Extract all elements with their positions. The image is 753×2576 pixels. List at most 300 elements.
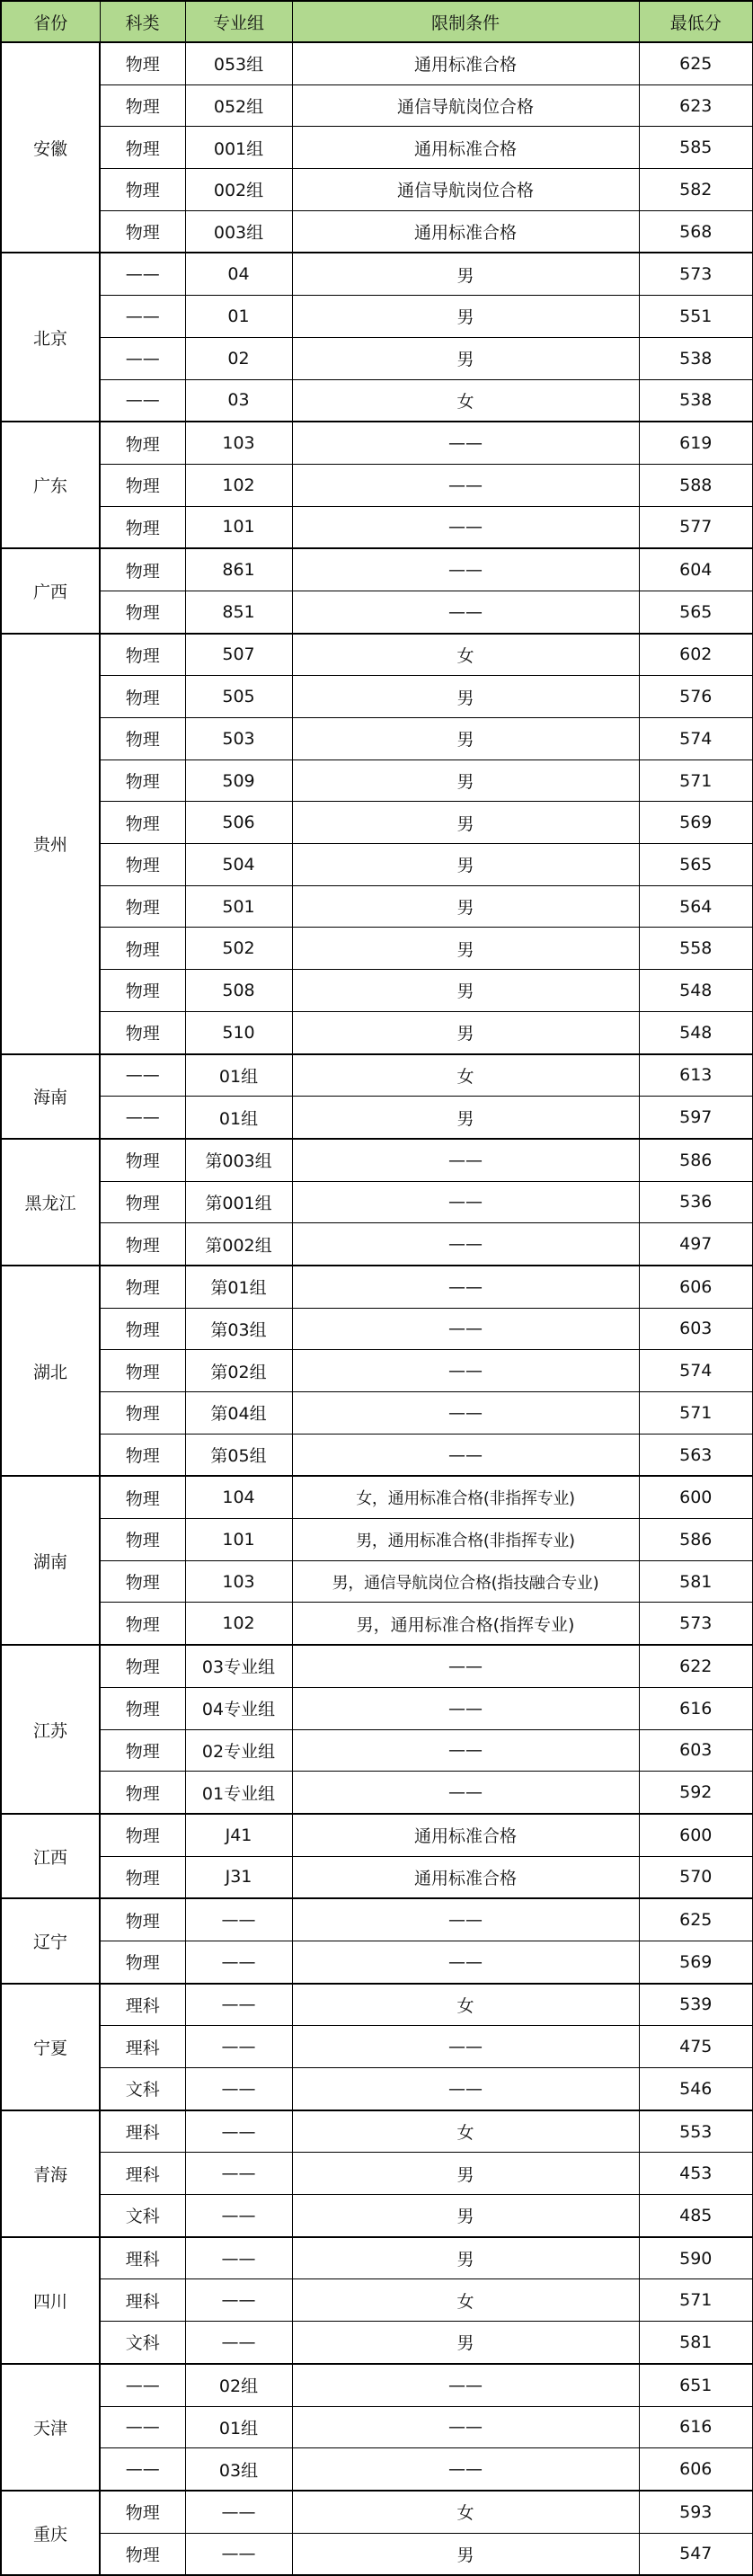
- province-cell: 宁夏: [1, 1984, 100, 2110]
- condition-cell: 通用标准合格: [292, 1856, 639, 1898]
- min-score-cell: 603: [639, 1729, 753, 1772]
- major-group-cell: 第001组: [185, 1181, 292, 1223]
- condition-cell: ——: [292, 1139, 639, 1181]
- condition-cell: ——: [292, 1350, 639, 1392]
- table-row: [1, 1603, 753, 1645]
- major-group-cell: 102: [185, 1603, 292, 1645]
- min-score-cell: 569: [639, 802, 753, 844]
- province-cell: 江苏: [1, 1645, 100, 1814]
- table-row: [1, 2533, 753, 2575]
- category-cell: 物理: [100, 676, 185, 718]
- category-cell: 理科: [100, 2026, 185, 2068]
- table-row: [1, 844, 753, 886]
- min-score-cell: 570: [639, 1856, 753, 1898]
- min-score-cell: 625: [639, 42, 753, 84]
- major-group-cell: 02专业组: [185, 1729, 292, 1772]
- category-cell: 文科: [100, 2195, 185, 2237]
- min-score-cell: 582: [639, 169, 753, 211]
- province-cell: 江西: [1, 1814, 100, 1898]
- min-score-cell: 574: [639, 1350, 753, 1392]
- min-score-cell: 616: [639, 2406, 753, 2448]
- min-score-cell: 606: [639, 1266, 753, 1308]
- major-group-cell: 002组: [185, 169, 292, 211]
- condition-cell: 女: [292, 634, 639, 676]
- major-group-cell: 第01组: [185, 1266, 292, 1308]
- major-group-cell: 001组: [185, 127, 292, 169]
- major-group-cell: 第002组: [185, 1223, 292, 1266]
- condition-cell: 男: [292, 928, 639, 970]
- condition-cell: 男，通用标准合格(非指挥专业): [292, 1519, 639, 1561]
- major-group-cell: 102: [185, 464, 292, 506]
- table-row: [1, 1687, 753, 1729]
- min-score-cell: 576: [639, 676, 753, 718]
- table-row: [1, 2448, 753, 2491]
- min-score-cell: 616: [639, 1687, 753, 1729]
- province-cell: 北京: [1, 253, 100, 422]
- table-row: [1, 1266, 753, 1308]
- min-score-cell: 571: [639, 2279, 753, 2322]
- major-group-cell: 02: [185, 337, 292, 379]
- table-row: [1, 676, 753, 718]
- category-cell: 物理: [100, 548, 185, 591]
- category-cell: 物理: [100, 1308, 185, 1350]
- min-score-cell: 547: [639, 2533, 753, 2575]
- category-cell: 物理: [100, 1434, 185, 1476]
- category-cell: 物理: [100, 1814, 185, 1856]
- major-group-cell: 861: [185, 548, 292, 591]
- min-score-cell: 581: [639, 1560, 753, 1603]
- condition-cell: 男: [292, 970, 639, 1012]
- category-cell: 物理: [100, 1941, 185, 1983]
- min-score-cell: 593: [639, 2491, 753, 2533]
- min-score-cell: 581: [639, 2322, 753, 2364]
- category-cell: 文科: [100, 2322, 185, 2364]
- category-cell: 物理: [100, 885, 185, 928]
- table-row: [1, 970, 753, 1012]
- table-row: [1, 127, 753, 169]
- major-group-cell: 053组: [185, 42, 292, 84]
- category-cell: 物理: [100, 1687, 185, 1729]
- major-group-cell: 502: [185, 928, 292, 970]
- table-row: [1, 169, 753, 211]
- category-cell: 物理: [100, 1139, 185, 1181]
- major-group-cell: 第02组: [185, 1350, 292, 1392]
- category-cell: 物理: [100, 718, 185, 760]
- category-cell: 物理: [100, 844, 185, 886]
- condition-cell: 女: [292, 379, 639, 422]
- table-row: [1, 759, 753, 802]
- category-cell: 物理: [100, 591, 185, 633]
- major-group-cell: 003组: [185, 210, 292, 253]
- major-group-cell: 501: [185, 885, 292, 928]
- condition-cell: ——: [292, 1898, 639, 1941]
- condition-cell: ——: [292, 2026, 639, 2068]
- category-cell: 物理: [100, 1476, 185, 1518]
- condition-cell: ——: [292, 1392, 639, 1435]
- header-province: 省份: [1, 1, 100, 42]
- condition-cell: 通用标准合格: [292, 1814, 639, 1856]
- table-row: [1, 718, 753, 760]
- min-score-cell: 604: [639, 548, 753, 591]
- table-row: [1, 2406, 753, 2448]
- table-row: [1, 2491, 753, 2533]
- table-row: [1, 591, 753, 633]
- table-row: [1, 1772, 753, 1814]
- province-cell: 广东: [1, 422, 100, 548]
- min-score-cell: 539: [639, 1984, 753, 2026]
- table-row: [1, 2068, 753, 2110]
- category-cell: 物理: [100, 1011, 185, 1053]
- condition-cell: 女: [292, 2279, 639, 2322]
- table-row: [1, 210, 753, 253]
- condition-cell: 男: [292, 2237, 639, 2279]
- category-cell: 物理: [100, 422, 185, 464]
- condition-cell: ——: [292, 464, 639, 506]
- min-score-cell: 558: [639, 928, 753, 970]
- condition-cell: ——: [292, 2448, 639, 2491]
- major-group-cell: ——: [185, 2068, 292, 2110]
- major-group-cell: J31: [185, 1856, 292, 1898]
- min-score-cell: 623: [639, 84, 753, 127]
- min-score-cell: 590: [639, 2237, 753, 2279]
- min-score-cell: 585: [639, 127, 753, 169]
- table-row: [1, 2322, 753, 2364]
- major-group-cell: ——: [185, 2153, 292, 2195]
- condition-cell: 男: [292, 1097, 639, 1139]
- major-group-cell: 851: [185, 591, 292, 633]
- table-row: [1, 548, 753, 591]
- province-cell: 海南: [1, 1054, 100, 1139]
- condition-cell: ——: [292, 506, 639, 548]
- min-score-cell: 553: [639, 2110, 753, 2153]
- major-group-cell: ——: [185, 2195, 292, 2237]
- province-cell: 湖南: [1, 1476, 100, 1645]
- category-cell: ——: [100, 1097, 185, 1139]
- min-score-cell: 568: [639, 210, 753, 253]
- category-cell: ——: [100, 253, 185, 295]
- category-cell: 物理: [100, 1560, 185, 1603]
- major-group-cell: 103: [185, 1560, 292, 1603]
- category-cell: ——: [100, 2406, 185, 2448]
- condition-cell: 男: [292, 802, 639, 844]
- min-score-cell: 625: [639, 1898, 753, 1941]
- province-cell: 湖北: [1, 1266, 100, 1476]
- major-group-cell: 04专业组: [185, 1687, 292, 1729]
- condition-cell: ——: [292, 591, 639, 633]
- category-cell: 物理: [100, 127, 185, 169]
- table-row: [1, 1645, 753, 1687]
- table-row: [1, 1308, 753, 1350]
- category-cell: 理科: [100, 2153, 185, 2195]
- category-cell: 物理: [100, 2533, 185, 2575]
- condition-cell: 女: [292, 2110, 639, 2153]
- major-group-cell: 505: [185, 676, 292, 718]
- major-group-cell: ——: [185, 2279, 292, 2322]
- min-score-cell: 538: [639, 379, 753, 422]
- condition-cell: ——: [292, 2364, 639, 2406]
- category-cell: ——: [100, 2364, 185, 2406]
- category-cell: 物理: [100, 1392, 185, 1435]
- min-score-cell: 548: [639, 1011, 753, 1053]
- category-cell: 物理: [100, 802, 185, 844]
- major-group-cell: ——: [185, 1898, 292, 1941]
- min-score-cell: 564: [639, 885, 753, 928]
- table-row: [1, 885, 753, 928]
- province-cell: 重庆: [1, 2491, 100, 2575]
- major-group-cell: 509: [185, 759, 292, 802]
- condition-cell: 男: [292, 296, 639, 338]
- min-score-cell: 574: [639, 718, 753, 760]
- condition-cell: 男: [292, 2153, 639, 2195]
- min-score-cell: 475: [639, 2026, 753, 2068]
- category-cell: 物理: [100, 464, 185, 506]
- table-row: [1, 337, 753, 379]
- category-cell: 物理: [100, 759, 185, 802]
- min-score-cell: 573: [639, 1603, 753, 1645]
- category-cell: 物理: [100, 210, 185, 253]
- min-score-cell: 622: [639, 1645, 753, 1687]
- condition-cell: 男: [292, 337, 639, 379]
- min-score-cell: 586: [639, 1139, 753, 1181]
- condition-cell: 男: [292, 759, 639, 802]
- table-row: [1, 1350, 753, 1392]
- condition-cell: 通信导航岗位合格: [292, 84, 639, 127]
- major-group-cell: 01组: [185, 2406, 292, 2448]
- condition-cell: 通信导航岗位合格: [292, 169, 639, 211]
- category-cell: 物理: [100, 1898, 185, 1941]
- major-group-cell: 02组: [185, 2364, 292, 2406]
- major-group-cell: 04: [185, 253, 292, 295]
- category-cell: 文科: [100, 2068, 185, 2110]
- min-score-cell: 565: [639, 844, 753, 886]
- category-cell: 物理: [100, 2491, 185, 2533]
- header-condition: 限制条件: [292, 1, 639, 42]
- major-group-cell: 第04组: [185, 1392, 292, 1435]
- province-cell: 广西: [1, 548, 100, 633]
- condition-cell: 通用标准合格: [292, 210, 639, 253]
- table-row: [1, 1139, 753, 1181]
- min-score-cell: 573: [639, 253, 753, 295]
- condition-cell: 男: [292, 676, 639, 718]
- min-score-cell: 603: [639, 1308, 753, 1350]
- major-group-cell: ——: [185, 2533, 292, 2575]
- min-score-cell: 600: [639, 1814, 753, 1856]
- condition-cell: ——: [292, 1308, 639, 1350]
- min-score-cell: 453: [639, 2153, 753, 2195]
- min-score-cell: 536: [639, 1181, 753, 1223]
- major-group-cell: 101: [185, 1519, 292, 1561]
- table-row: [1, 1434, 753, 1476]
- table-row: [1, 1054, 753, 1097]
- table-row: [1, 296, 753, 338]
- table-row: [1, 1984, 753, 2026]
- major-group-cell: 03专业组: [185, 1645, 292, 1687]
- table-row: [1, 2110, 753, 2153]
- min-score-cell: 485: [639, 2195, 753, 2237]
- condition-cell: 男: [292, 253, 639, 295]
- condition-cell: ——: [292, 2406, 639, 2448]
- category-cell: 物理: [100, 1181, 185, 1223]
- min-score-cell: 569: [639, 1941, 753, 1983]
- category-cell: 物理: [100, 1729, 185, 1772]
- condition-cell: 男，通信导航岗位合格(指技融合专业): [292, 1560, 639, 1603]
- min-score-cell: 538: [639, 337, 753, 379]
- major-group-cell: 101: [185, 506, 292, 548]
- major-group-cell: ——: [185, 2491, 292, 2533]
- table-row: [1, 506, 753, 548]
- header-category: 科类: [100, 1, 185, 42]
- condition-cell: 通用标准合格: [292, 42, 639, 84]
- major-group-cell: 第05组: [185, 1434, 292, 1476]
- category-cell: 物理: [100, 169, 185, 211]
- major-group-cell: ——: [185, 2110, 292, 2153]
- condition-cell: ——: [292, 548, 639, 591]
- condition-cell: 男，通用标准合格(指挥专业): [292, 1603, 639, 1645]
- table-row: [1, 802, 753, 844]
- min-score-cell: 586: [639, 1519, 753, 1561]
- min-score-cell: 546: [639, 2068, 753, 2110]
- major-group-cell: 504: [185, 844, 292, 886]
- category-cell: 物理: [100, 506, 185, 548]
- category-cell: 物理: [100, 1772, 185, 1814]
- condition-cell: ——: [292, 422, 639, 464]
- category-cell: 物理: [100, 1603, 185, 1645]
- category-cell: 物理: [100, 1223, 185, 1266]
- min-score-cell: 571: [639, 1392, 753, 1435]
- table-row: [1, 928, 753, 970]
- header-min-score: 最低分: [639, 1, 753, 42]
- table-row: [1, 1898, 753, 1941]
- table-row: [1, 1560, 753, 1603]
- table-row: [1, 379, 753, 422]
- table-row: [1, 1181, 753, 1223]
- table-row: [1, 1223, 753, 1266]
- min-score-cell: 548: [639, 970, 753, 1012]
- condition-cell: 男: [292, 2195, 639, 2237]
- condition-cell: ——: [292, 1687, 639, 1729]
- category-cell: 理科: [100, 2110, 185, 2153]
- category-cell: 物理: [100, 1266, 185, 1308]
- min-score-cell: 592: [639, 1772, 753, 1814]
- major-group-cell: ——: [185, 2026, 292, 2068]
- table-header: [1, 1, 753, 42]
- category-cell: 物理: [100, 84, 185, 127]
- category-cell: ——: [100, 2448, 185, 2491]
- condition-cell: 女: [292, 1054, 639, 1097]
- condition-cell: 男: [292, 1011, 639, 1053]
- province-cell: 青海: [1, 2110, 100, 2237]
- category-cell: 物理: [100, 1350, 185, 1392]
- major-group-cell: 052组: [185, 84, 292, 127]
- major-group-cell: 03组: [185, 2448, 292, 2491]
- category-cell: ——: [100, 1054, 185, 1097]
- min-score-cell: 497: [639, 1223, 753, 1266]
- min-score-cell: 602: [639, 634, 753, 676]
- min-score-cell: 651: [639, 2364, 753, 2406]
- major-group-cell: 01组: [185, 1054, 292, 1097]
- table-row: [1, 2364, 753, 2406]
- major-group-cell: 507: [185, 634, 292, 676]
- condition-cell: 女，通用标准合格(非指挥专业): [292, 1476, 639, 1518]
- table-row: [1, 2237, 753, 2279]
- condition-cell: 女: [292, 2491, 639, 2533]
- major-group-cell: ——: [185, 2237, 292, 2279]
- province-cell: 天津: [1, 2364, 100, 2491]
- min-score-cell: 571: [639, 759, 753, 802]
- condition-cell: ——: [292, 1941, 639, 1983]
- table-row: [1, 464, 753, 506]
- category-cell: ——: [100, 296, 185, 338]
- table-row: [1, 2195, 753, 2237]
- category-cell: 物理: [100, 1856, 185, 1898]
- table-body: [1, 42, 753, 2575]
- major-group-cell: 506: [185, 802, 292, 844]
- min-score-cell: 597: [639, 1097, 753, 1139]
- condition-cell: ——: [292, 1266, 639, 1308]
- category-cell: 物理: [100, 634, 185, 676]
- condition-cell: ——: [292, 1729, 639, 1772]
- table-row: [1, 1476, 753, 1518]
- min-score-cell: 613: [639, 1054, 753, 1097]
- header-major-group: 专业组: [185, 1, 292, 42]
- table-row: [1, 1519, 753, 1561]
- min-score-cell: 600: [639, 1476, 753, 1518]
- major-group-cell: J41: [185, 1814, 292, 1856]
- condition-cell: 通用标准合格: [292, 127, 639, 169]
- major-group-cell: 510: [185, 1011, 292, 1053]
- min-score-cell: 588: [639, 464, 753, 506]
- condition-cell: 男: [292, 844, 639, 886]
- condition-cell: ——: [292, 2068, 639, 2110]
- major-group-cell: ——: [185, 2322, 292, 2364]
- province-cell: 贵州: [1, 634, 100, 1054]
- table-row: [1, 634, 753, 676]
- table-row: [1, 2026, 753, 2068]
- category-cell: 理科: [100, 2237, 185, 2279]
- major-group-cell: 104: [185, 1476, 292, 1518]
- province-cell: 四川: [1, 2237, 100, 2364]
- header-row: [1, 1, 753, 42]
- condition-cell: ——: [292, 1434, 639, 1476]
- table-row: [1, 1814, 753, 1856]
- major-group-cell: 01: [185, 296, 292, 338]
- table-row: [1, 1856, 753, 1898]
- min-score-cell: 619: [639, 422, 753, 464]
- category-cell: ——: [100, 379, 185, 422]
- condition-cell: 男: [292, 718, 639, 760]
- table-row: [1, 1729, 753, 1772]
- table-row: [1, 253, 753, 295]
- category-cell: 物理: [100, 928, 185, 970]
- major-group-cell: 508: [185, 970, 292, 1012]
- condition-cell: ——: [292, 1645, 639, 1687]
- table-row: [1, 2153, 753, 2195]
- condition-cell: 女: [292, 1984, 639, 2026]
- min-score-cell: 551: [639, 296, 753, 338]
- table-row: [1, 2279, 753, 2322]
- major-group-cell: 03: [185, 379, 292, 422]
- category-cell: 物理: [100, 1519, 185, 1561]
- table-row: [1, 84, 753, 127]
- condition-cell: ——: [292, 1772, 639, 1814]
- table-row: [1, 1392, 753, 1435]
- min-score-cell: 563: [639, 1434, 753, 1476]
- condition-cell: 男: [292, 2322, 639, 2364]
- category-cell: 物理: [100, 970, 185, 1012]
- province-cell: 辽宁: [1, 1898, 100, 1983]
- major-group-cell: 503: [185, 718, 292, 760]
- category-cell: 物理: [100, 1645, 185, 1687]
